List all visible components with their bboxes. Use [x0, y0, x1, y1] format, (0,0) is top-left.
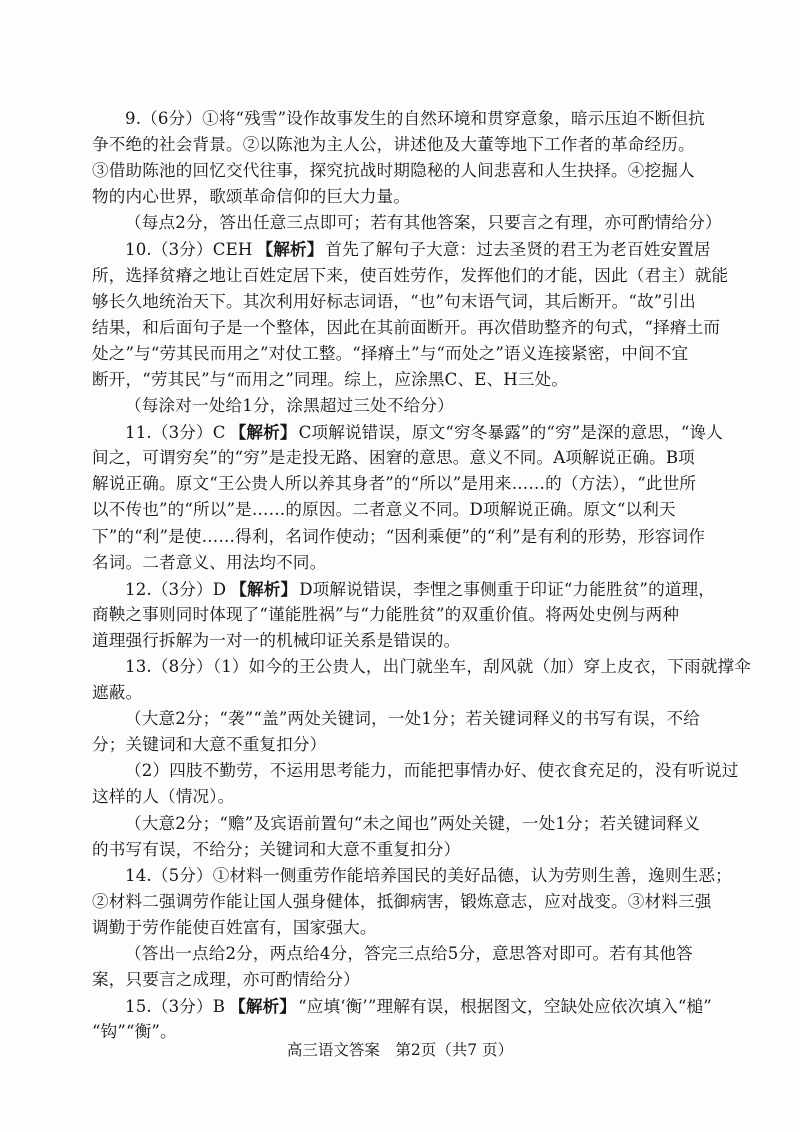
answer-q11	[92, 419, 723, 576]
scoring-note: 分；关键词和大意不重复扣分）	[92, 735, 327, 755]
text-line: 够长久地统治天下。其次利用好标志词语，“也”句末语气词，其后断开。“故”引出	[92, 291, 696, 311]
question-head: 11.（3分）C	[125, 423, 226, 443]
analysis-tag: 【解析】	[256, 239, 324, 260]
answer-q12	[92, 576, 716, 654]
text-line: ②材料二强调劳作能让国人强身健体，抵御病害，锻炼意志，应对战变。③材料三强	[92, 891, 712, 911]
text-line: 间之，可谓穷矣”的“穷”是走投无路、困窘的意思。意义不同。A项解说正确。B项	[92, 448, 695, 468]
text-line: 以不传也”的“所以”是……的原因。二者意义不同。D项解说正确。原文“以利天	[92, 500, 676, 520]
analysis-text: D项解说错误，李悝之事侧重于印证“力能胜贫”的道理，	[299, 579, 716, 599]
text-line: 调勤于劳作能使百姓富有，国家强大。	[92, 917, 377, 937]
text-line: 下”的“利”是使……得利，名词作使动；“因利乘便”的“利”是有利的形势，形容词作	[92, 526, 705, 546]
text-line: 13.（8分）（1）如今的王公贵人，出门就坐车，刮风就（加）穿上皮衣，下雨就撑伞	[125, 656, 751, 676]
text-line: 结果，和后面句子是一个整体，因此在其前面断开。再次借助整齐的句式，“择瘠土而	[92, 317, 721, 337]
analysis-tag: 【解析】	[230, 578, 298, 599]
answer-q14	[92, 863, 732, 993]
answer-q10	[92, 236, 729, 419]
question-head: 10.（3分）CEH	[125, 240, 253, 260]
text-line: （2）四肢不勤劳，不运用思考能力，而能把事情办好、使衣食充足的，没有听说过	[125, 761, 739, 781]
text-line: 道理强行拆解为一对一的机械印证关系是错误的。	[92, 630, 461, 650]
text-line	[92, 419, 723, 445]
text-line: 遮蔽。	[92, 683, 143, 703]
scoring-note: 的书写有误，不给分；关键词和大意不重复扣分）	[92, 839, 461, 859]
page-footer: 高三语文答案 第2页（共7 页）	[286, 1041, 514, 1059]
answer-content	[92, 106, 751, 1045]
text-line: ③借助陈池的回忆交代往事，探究抗战时期隐秘的人间悲喜和人生抉择。④挖掘人	[92, 161, 695, 181]
question-head: 12.（3分）D	[125, 579, 227, 599]
text-line	[92, 236, 712, 262]
text-line	[92, 993, 712, 1019]
analysis-tag: 【解析】	[229, 996, 297, 1017]
analysis-text: “应填‘衡’”理解有误，根据图文，空缺处应依次填入“槌”	[298, 997, 712, 1017]
scoring-note: （大意2分；“赡”及宾语前置句“未之闻也”两处关键，一处1分；若关键词释义	[125, 813, 701, 833]
text-line: “钩”“衡”。	[92, 1022, 177, 1042]
scoring-note: （每涂对一处给1分，涂黑超过三处不给分）	[125, 396, 454, 416]
text-line: 14.（5分）①材料一侧重劳作能培养国民的美好品德，认为劳则生善，逸则生恶；	[125, 865, 732, 885]
scoring-note: （答出一点给2分，两点给4分，答完三点给5分，意思答对即可。若有其他答	[125, 944, 693, 963]
text-line: 物的内心世界，歌颂革命信仰的巨大力量。	[92, 187, 411, 207]
text-line: 断开，“劳其民”与“而用之”同理。综上，应涂黑C、E、H三处。	[92, 369, 569, 389]
text-line	[92, 576, 716, 602]
question-head: 15.（3分）B	[125, 997, 226, 1017]
analysis-tag: 【解析】	[229, 422, 297, 443]
text-line: 9.（6分）①将“残雪”设作故事发生的自然环境和贯穿意象，暗示压迫不断但抗	[125, 109, 705, 128]
text-line: 这样的人（情况）。	[92, 787, 235, 807]
analysis-text: C项解说错误，原文“穷冬暴露”的“穷”是深的意思，“谗人	[298, 423, 723, 443]
text-line: 商鞅之事则同时体现了“谨能胜祸”与“力能胜贫”的双重价值。将两处史例与两种	[92, 604, 680, 624]
text-line: 争不绝的社会背景。②以陈池为主人公，讲述他及大董等地下工作者的革命经历。	[92, 135, 695, 155]
answer-q13	[92, 654, 751, 863]
text-line: 名词。二者意义、用法均不同。	[92, 552, 327, 572]
text-line: 解说正确。原文“王公贵人所以养其身者”的“所以”是用来……的（方法），“此世所	[92, 474, 697, 494]
text-line: 处之”与“劳其民而用之”对仗工整。“择瘠土”与“而处之”语义连接紧密，中间不宜	[92, 343, 689, 363]
text-line: 所，选择贫瘠之地让百姓定居下来，使百姓劳作，发挥他们的才能，因此（君主）就能	[92, 265, 729, 285]
analysis-text: 首先了解句子大意：过去圣贤的君王为老百姓安置居	[325, 240, 711, 260]
answer-q9	[92, 106, 722, 236]
scoring-note: （每点2分，答出任意三点即可；若有其他答案，只要言之有理，亦可酌情给分）	[125, 213, 722, 233]
scoring-note: （大意2分；“袭”“盖”两处关键词，一处1分；若关键词释义的书写有误，不给	[125, 709, 701, 729]
scoring-note: 案，只要言之成理，亦可酌情给分）	[92, 970, 360, 990]
